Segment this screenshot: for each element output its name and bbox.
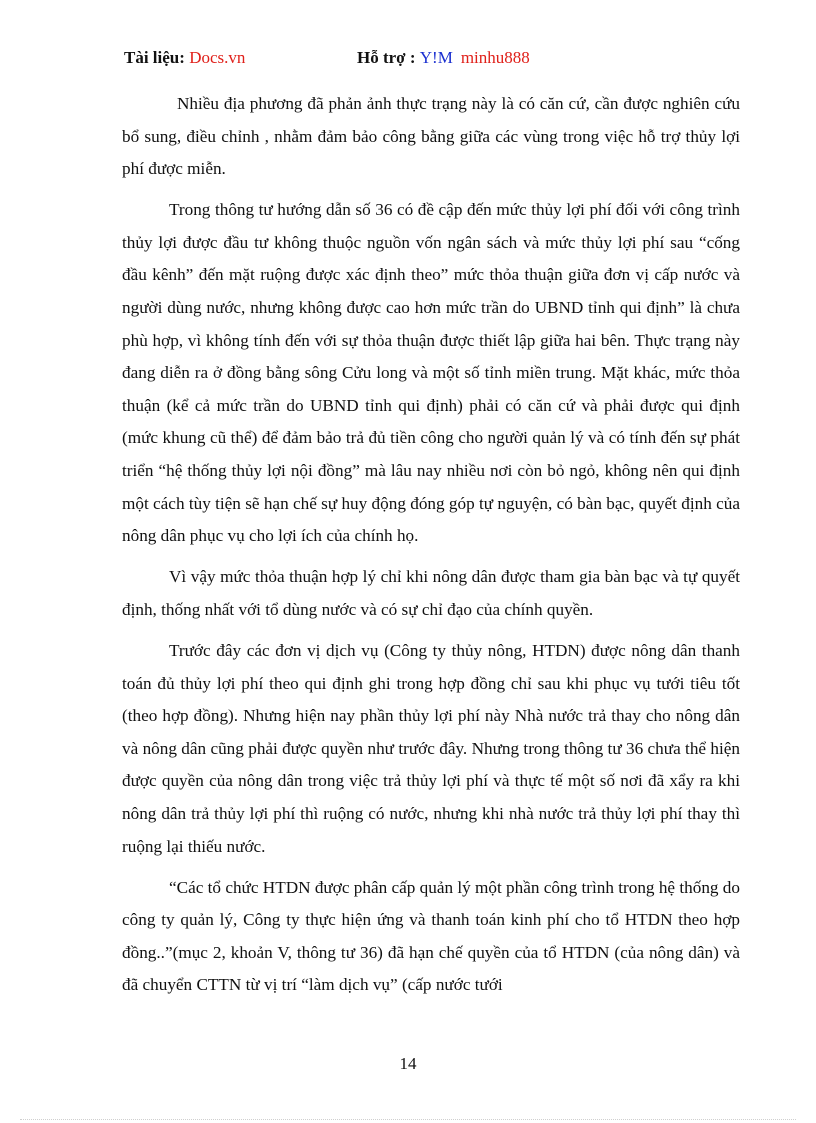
paragraph: Vì vậy mức thỏa thuận hợp lý chỉ khi nông dân được tham gia bàn bạc và tự quyết định, thống nhất với tổ dùng nước và có sự chỉ đạo của chính quyền.	[122, 567, 740, 619]
paragraph: Trong thông tư hướng dẫn số 36 có đề cập đến mức thủy lợi phí đối với công trình thủy lợi được đầu tư không thuộc nguồn vốn ngân sách và mức thủy lợi phí sau “cống đầu kênh” đến mặt ruộng được xác định theo” mức thỏa thuận giữa đơn vị cấp nước và người dùng nước, nhưng không được cao hơn mức trần do UBND tỉnh qui định” là chưa phù hợp, vì không tính đến với sự thỏa thuận được thiết lập giữa hai bên. Thực trạng này đang diễn ra ở đồng bằng sông Cửu long và một số tỉnh miền trung. Mặt khác, mức thỏa thuận (kể cả mức trần do UBND tỉnh qui định) phải có căn cứ và phải được qui định (mức khung cũ thể) để đảm bảo trả đủ tiền công cho người quản lý và có tính đến sự phát triển “hệ thống thủy lợi nội đồng” mà lâu nay nhiều nơi còn bỏ ngỏ, không nên qui định một cách tùy tiện sẽ hạn chế sự huy động đóng góp tự nguyện, có bàn bạc, quyết định của nông dân phục vụ cho lợi ích của chính họ.	[122, 200, 740, 546]
support-ym: Y!M	[419, 48, 453, 67]
page-bottom-divider	[20, 1119, 796, 1120]
doc-colon: :	[179, 48, 190, 67]
document-body	[122, 88, 740, 1011]
support-label: Hỗ trợ	[357, 48, 406, 67]
support-colon: :	[405, 48, 420, 67]
paragraph: Trước đây các đơn vị dịch vụ (Công ty thủy nông, HTDN) được nông dân thanh toán đủ thủy lợi phí theo qui định ghi trong hợp đồng chỉ sau khi phục vụ tưới tiêu tốt (theo hợp đồng). Nhưng hiện nay phần thủy lợi phí này Nhà nước trả thay cho nông dân và nông dân cũng phải được quyền như trước đây. Nhưng trong thông tư 36 chưa thể hiện được quyền của nông dân trong việc trả thủy lợi phí và thực tế một số nơi đã xẩy ra khi nông dân trả thủy lợi phí thì ruộng có nước, nhưng khi nhà nước trả thủy lợi phí thay thì ruộng lại thiếu nước.	[122, 641, 740, 856]
support-user: minhu888	[460, 48, 530, 67]
support-info	[357, 48, 530, 68]
paragraph: Nhiều địa phương đã phản ảnh thực trạng này là có căn cứ, cần được nghiên cứu bổ sung, điều chỉnh , nhằm đảm bảo công bằng giữa các vùng trong việc hỗ trợ thủy lợi phí được miễn.	[122, 94, 740, 179]
paragraph: “Các tổ chức HTDN được phân cấp quản lý một phần công trình trong hệ thống do công ty quản lý, Công ty thực hiện ứng và thanh toán kinh phí cho tổ HTDN theo hợp đồng..”(mục 2, khoản V, thông tư 36) đã hạn chế quyền của tổ HTDN (của nông dân) và đã chuyển CTTN từ vị trí “làm dịch vụ” (cấp nước tưới	[122, 877, 740, 995]
doc-label: Tài liệu	[124, 48, 180, 67]
page-number: 14	[399, 1054, 417, 1073]
page-header	[124, 48, 530, 68]
doc-site-link[interactable]: Docs.vn	[189, 48, 246, 67]
